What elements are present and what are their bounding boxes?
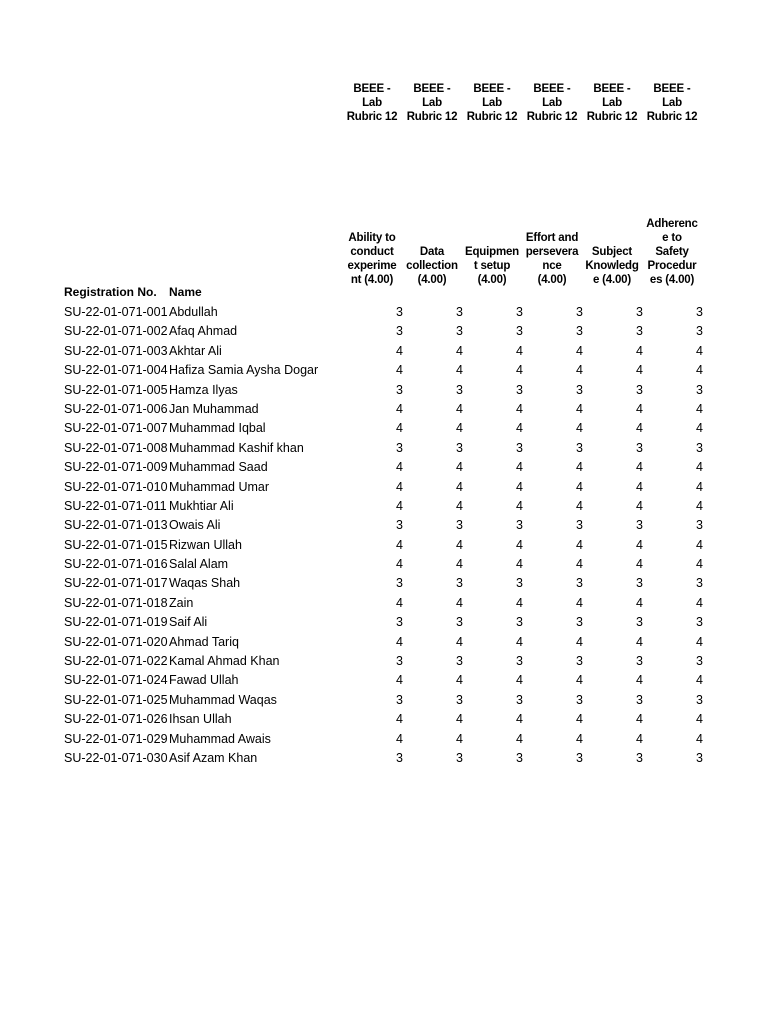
registration-number: SU-22-01-071-026	[64, 712, 168, 727]
score-cell-1: 3	[396, 382, 403, 397]
score-cell-3: 3	[516, 576, 523, 591]
score-cell-5: 3	[636, 324, 643, 339]
student-name: Akhtar Ali	[169, 343, 222, 358]
table-row	[0, 400, 768, 419]
score-cell-5: 3	[636, 305, 643, 319]
score-cell-6: 4	[696, 537, 703, 552]
registration-column-label: Registration No.	[64, 285, 157, 299]
score-cell-4: 4	[576, 498, 583, 513]
score-cell-5: 3	[636, 692, 643, 707]
student-name: Afaq Ahmad	[169, 324, 238, 339]
score-cell-4: 3	[576, 440, 583, 455]
student-name: Muhammad Kashif khan	[169, 440, 304, 455]
student-name: Zain	[169, 595, 194, 610]
registration-number: SU-22-01-071-025	[64, 692, 168, 707]
score-cell-6: 4	[696, 557, 703, 572]
registration-number: SU-22-01-071-018	[64, 595, 168, 610]
score-cell-4: 4	[576, 537, 583, 552]
student-name: Hamza Ilyas	[169, 382, 238, 397]
table-row	[0, 342, 768, 361]
table-row	[0, 478, 768, 497]
score-cell-6: 3	[696, 576, 703, 591]
registration-number: SU-22-01-071-008	[64, 440, 168, 455]
score-cell-4: 3	[576, 518, 583, 533]
score-cell-1: 4	[396, 460, 403, 475]
score-cell-6: 4	[696, 731, 703, 746]
criteria-header-4: Effort and persevera nce (4.00)	[525, 232, 579, 286]
score-cell-3: 4	[516, 731, 523, 746]
table-row	[0, 555, 768, 574]
table-row	[0, 574, 768, 593]
score-cell-5: 4	[636, 634, 643, 649]
score-cell-4: 4	[576, 343, 583, 358]
score-cell-5: 4	[636, 401, 643, 416]
score-cell-1: 4	[396, 363, 403, 378]
score-cell-2: 3	[456, 615, 463, 630]
score-cell-6: 3	[696, 305, 703, 319]
registration-number: SU-22-01-071-016	[64, 557, 168, 572]
registration-number: SU-22-01-071-019	[64, 615, 168, 630]
score-cell-2: 3	[456, 654, 463, 669]
student-name: Mukhtiar Ali	[169, 498, 234, 513]
score-cell-1: 4	[396, 479, 403, 494]
score-cell-5: 4	[636, 557, 643, 572]
registration-number: SU-22-01-071-001	[64, 305, 168, 319]
score-cell-4: 4	[576, 712, 583, 727]
score-cell-5: 4	[636, 479, 643, 494]
score-cell-6: 3	[696, 382, 703, 397]
score-cell-3: 4	[516, 557, 523, 572]
score-cell-3: 4	[516, 673, 523, 688]
score-cell-4: 4	[576, 479, 583, 494]
student-name: Abdullah	[169, 305, 218, 319]
score-cell-6: 3	[696, 615, 703, 630]
score-cell-4: 3	[576, 654, 583, 669]
score-cell-3: 4	[516, 712, 523, 727]
score-cell-1: 4	[396, 498, 403, 513]
score-cell-5: 4	[636, 595, 643, 610]
registration-number: SU-22-01-071-007	[64, 421, 168, 436]
registration-number: SU-22-01-071-010	[64, 479, 168, 494]
table-row	[0, 361, 768, 380]
student-name: Muhammad Saad	[169, 460, 268, 475]
score-cell-3: 3	[516, 382, 523, 397]
student-name: Muhammad Waqas	[169, 692, 277, 707]
score-cell-2: 4	[456, 460, 463, 475]
score-cell-5: 3	[636, 576, 643, 591]
registration-number: SU-22-01-071-013	[64, 518, 168, 533]
score-cell-1: 4	[396, 731, 403, 746]
score-cell-3: 4	[516, 460, 523, 475]
rubric-header-2: BEEE - Lab Rubric 12	[406, 83, 458, 123]
score-cell-2: 4	[456, 421, 463, 436]
score-cell-3: 4	[516, 634, 523, 649]
score-cell-5: 3	[636, 382, 643, 397]
score-cell-5: 4	[636, 498, 643, 513]
score-cell-5: 3	[636, 615, 643, 630]
registration-number: SU-22-01-071-022	[64, 654, 168, 669]
score-cell-5: 4	[636, 421, 643, 436]
student-name: Jan Muhammad	[169, 401, 259, 416]
score-cell-1: 3	[396, 440, 403, 455]
criteria-header-3: Equipmen t setup (4.00)	[465, 246, 519, 286]
student-rows	[0, 303, 768, 768]
registration-number: SU-22-01-071-015	[64, 537, 168, 552]
score-cell-3: 3	[516, 518, 523, 533]
score-cell-3: 4	[516, 479, 523, 494]
score-cell-3: 4	[516, 498, 523, 513]
score-cell-5: 3	[636, 518, 643, 533]
score-cell-6: 4	[696, 479, 703, 494]
rubric-header-6: BEEE - Lab Rubric 12	[646, 83, 698, 123]
table-row	[0, 652, 768, 671]
registration-number: SU-22-01-071-002	[64, 324, 168, 339]
rubric-header-3: BEEE - Lab Rubric 12	[466, 83, 518, 123]
registration-number: SU-22-01-071-024	[64, 673, 168, 688]
score-cell-4: 3	[576, 305, 583, 319]
score-cell-3: 4	[516, 343, 523, 358]
score-cell-2: 4	[456, 595, 463, 610]
criteria-header-2: Data collection (4.00)	[406, 246, 458, 286]
score-cell-2: 4	[456, 498, 463, 513]
score-cell-5: 3	[636, 440, 643, 455]
score-cell-5: 4	[636, 363, 643, 378]
table-row	[0, 381, 768, 400]
score-cell-6: 4	[696, 343, 703, 358]
score-cell-6: 3	[696, 654, 703, 669]
student-name: Muhammad Iqbal	[169, 421, 266, 436]
score-cell-2: 4	[456, 363, 463, 378]
score-cell-4: 4	[576, 460, 583, 475]
score-cell-1: 4	[396, 595, 403, 610]
score-cell-3: 4	[516, 421, 523, 436]
score-cell-4: 3	[576, 576, 583, 591]
table-row	[0, 594, 768, 613]
registration-number: SU-22-01-071-004	[64, 363, 168, 378]
score-cell-2: 4	[456, 537, 463, 552]
student-name: Waqas Shah	[169, 576, 241, 591]
table-row	[0, 458, 768, 477]
score-cell-4: 4	[576, 401, 583, 416]
registration-number: SU-22-01-071-020	[64, 634, 168, 649]
score-cell-2: 4	[456, 401, 463, 416]
score-cell-5: 4	[636, 460, 643, 475]
score-cell-3: 4	[516, 363, 523, 378]
table-row	[0, 497, 768, 516]
score-cell-1: 3	[396, 518, 403, 533]
score-cell-1: 4	[396, 537, 403, 552]
score-cell-5: 4	[636, 712, 643, 727]
score-cell-6: 3	[696, 440, 703, 455]
student-name: Kamal Ahmad Khan	[169, 654, 280, 669]
score-cell-2: 4	[456, 731, 463, 746]
score-cell-6: 3	[696, 750, 703, 765]
score-cell-6: 4	[696, 712, 703, 727]
table-row	[0, 536, 768, 555]
score-cell-1: 3	[396, 305, 403, 319]
registration-number: SU-22-01-071-009	[64, 460, 168, 475]
table-row	[0, 749, 768, 768]
score-cell-6: 4	[696, 498, 703, 513]
student-name: Owais Ali	[169, 518, 221, 533]
table-row	[0, 516, 768, 535]
rubric-header-5: BEEE - Lab Rubric 12	[586, 83, 638, 123]
score-cell-1: 4	[396, 343, 403, 358]
student-name: Fawad Ullah	[169, 673, 239, 688]
score-cell-6: 4	[696, 363, 703, 378]
score-cell-2: 3	[456, 305, 463, 319]
score-cell-3: 4	[516, 401, 523, 416]
score-cell-4: 3	[576, 615, 583, 630]
student-name: Asif Azam Khan	[169, 750, 258, 765]
score-cell-2: 3	[456, 750, 463, 765]
registration-number: SU-22-01-071-011	[64, 498, 167, 513]
score-cell-2: 4	[456, 557, 463, 572]
score-cell-3: 3	[516, 654, 523, 669]
score-cell-2: 4	[456, 343, 463, 358]
table-row	[0, 710, 768, 729]
name-column-label: Name	[169, 285, 202, 299]
score-cell-1: 3	[396, 750, 403, 765]
score-cell-4: 3	[576, 750, 583, 765]
score-cell-4: 4	[576, 634, 583, 649]
student-name: Muhammad Awais	[169, 731, 271, 746]
score-cell-6: 4	[696, 421, 703, 436]
rubric-header-1: BEEE - Lab Rubric 12	[346, 83, 398, 123]
score-cell-4: 4	[576, 595, 583, 610]
score-cell-6: 3	[696, 692, 703, 707]
score-cell-1: 4	[396, 401, 403, 416]
score-cell-4: 4	[576, 421, 583, 436]
score-cell-6: 4	[696, 460, 703, 475]
score-cell-2: 4	[456, 634, 463, 649]
score-cell-4: 4	[576, 673, 583, 688]
score-cell-3: 3	[516, 750, 523, 765]
score-cell-2: 3	[456, 576, 463, 591]
table-row	[0, 730, 768, 749]
score-cell-1: 3	[396, 692, 403, 707]
registration-number: SU-22-01-071-003	[64, 343, 168, 358]
score-cell-6: 3	[696, 324, 703, 339]
score-cell-3: 3	[516, 305, 523, 319]
score-cell-2: 3	[456, 518, 463, 533]
score-cell-3: 4	[516, 537, 523, 552]
score-cell-3: 4	[516, 595, 523, 610]
score-cell-1: 3	[396, 576, 403, 591]
criteria-header-1: Ability to conduct experime nt (4.00)	[347, 232, 397, 286]
score-cell-1: 3	[396, 615, 403, 630]
score-cell-2: 4	[456, 479, 463, 494]
score-cell-5: 4	[636, 537, 643, 552]
table-row	[0, 613, 768, 632]
score-cell-3: 3	[516, 440, 523, 455]
student-name: Ahmad Tariq	[169, 634, 239, 649]
score-cell-4: 3	[576, 324, 583, 339]
score-cell-1: 4	[396, 634, 403, 649]
score-cell-1: 3	[396, 324, 403, 339]
table-row	[0, 691, 768, 710]
score-cell-2: 3	[456, 324, 463, 339]
score-cell-4: 4	[576, 363, 583, 378]
student-name: Salal Alam	[169, 557, 229, 572]
table-row	[0, 671, 768, 690]
score-cell-5: 4	[636, 673, 643, 688]
table-row	[0, 633, 768, 652]
score-cell-4: 3	[576, 382, 583, 397]
criteria-header-5: Subject Knowledg e (4.00)	[585, 246, 639, 286]
student-name: Rizwan Ullah	[169, 537, 242, 552]
table-row	[0, 322, 768, 341]
score-cell-4: 3	[576, 692, 583, 707]
score-cell-3: 3	[516, 692, 523, 707]
rubric-header-4: BEEE - Lab Rubric 12	[526, 83, 578, 123]
score-cell-5: 3	[636, 654, 643, 669]
student-name: Saif Ali	[169, 615, 208, 630]
student-name: Hafiza Samia Aysha Dogar	[169, 363, 319, 378]
score-cell-6: 3	[696, 518, 703, 533]
score-cell-6: 4	[696, 401, 703, 416]
score-cell-6: 4	[696, 634, 703, 649]
score-cell-3: 3	[516, 615, 523, 630]
score-cell-4: 4	[576, 557, 583, 572]
score-cell-1: 4	[396, 673, 403, 688]
score-cell-1: 3	[396, 654, 403, 669]
criteria-header-band	[0, 200, 768, 287]
score-cell-2: 3	[456, 382, 463, 397]
score-cell-2: 3	[456, 692, 463, 707]
score-cell-5: 4	[636, 343, 643, 358]
table-row	[0, 439, 768, 458]
table-row	[0, 419, 768, 438]
score-cell-1: 4	[396, 421, 403, 436]
score-cell-4: 4	[576, 731, 583, 746]
student-name: Ihsan Ullah	[169, 712, 232, 727]
score-cell-3: 3	[516, 324, 523, 339]
score-cell-1: 4	[396, 557, 403, 572]
table-row	[0, 303, 768, 322]
score-cell-2: 3	[456, 440, 463, 455]
registration-number: SU-22-01-071-017	[64, 576, 168, 591]
registration-number: SU-22-01-071-006	[64, 401, 168, 416]
registration-number: SU-22-01-071-005	[64, 382, 168, 397]
score-cell-2: 4	[456, 712, 463, 727]
student-name: Muhammad Umar	[169, 479, 270, 494]
score-cell-1: 4	[396, 712, 403, 727]
registration-number: SU-22-01-071-030	[64, 750, 168, 765]
criteria-header-6: Adherenc e to Safety Procedur es (4.00)	[646, 218, 698, 286]
score-cell-6: 4	[696, 673, 703, 688]
score-cell-5: 4	[636, 731, 643, 746]
score-cell-2: 4	[456, 673, 463, 688]
registration-number: SU-22-01-071-029	[64, 731, 168, 746]
score-cell-6: 4	[696, 595, 703, 610]
score-cell-5: 3	[636, 750, 643, 765]
